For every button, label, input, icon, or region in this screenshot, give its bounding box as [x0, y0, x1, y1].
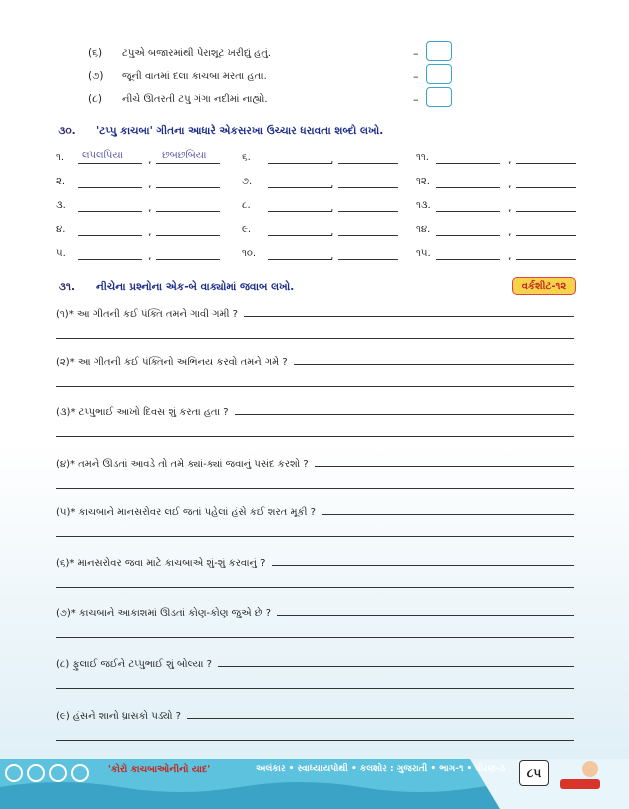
answer-blank[interactable] [436, 259, 500, 260]
answer-blank[interactable] [338, 187, 398, 188]
grid-number: ૮. [242, 200, 251, 211]
question-text: (૧)* આ ગીતની કઈ પંક્તિ તમને ગાવી ગમી ? [56, 309, 238, 320]
section-number: ૩૦. [44, 121, 90, 141]
answer-blank[interactable] [436, 235, 500, 236]
question-item [56, 502, 574, 537]
answer-blank[interactable] [156, 163, 220, 164]
tf-dash: – [413, 70, 419, 83]
answer-blank[interactable] [268, 235, 332, 236]
answer-line[interactable] [56, 488, 574, 489]
answer-blank[interactable] [156, 235, 220, 236]
question-item [56, 553, 574, 588]
grid-row [56, 150, 576, 168]
answer-blank[interactable] [436, 211, 500, 212]
grid-number: ૧૨. [416, 176, 430, 187]
tf-item [88, 67, 458, 85]
answer-line[interactable] [294, 364, 574, 365]
answer-line[interactable] [272, 565, 575, 566]
answer-blank[interactable] [338, 235, 398, 236]
comma: , [148, 225, 152, 238]
comma: , [508, 249, 512, 262]
comma: , [148, 153, 152, 166]
answer-blank[interactable] [78, 211, 142, 212]
comma: , [330, 225, 334, 238]
grid-row [56, 222, 576, 240]
question-text: (૪)* તમને ઊડતાં આવડે તો તમે ક્યાં-ક્યાં જવાનું પસંદ કરશો ? [56, 459, 309, 470]
tf-answer-box[interactable] [426, 41, 452, 61]
comma: , [330, 177, 334, 190]
answer-blank[interactable] [516, 235, 576, 236]
comma: , [330, 201, 334, 214]
answer-blank[interactable] [338, 259, 398, 260]
question-text: (૨)* આ ગીતની કઈ પંક્તિનો અભિનય કરવો તમને ગમે ? [56, 357, 288, 368]
answer-line[interactable] [322, 514, 574, 515]
grid-number: ૧. [56, 152, 65, 163]
answer-line[interactable] [56, 637, 574, 638]
footer-title: 'કોરો કાચબાઓનીનો યાદ' [108, 764, 211, 775]
answer-blank[interactable] [78, 163, 142, 164]
grid-number: ૭. [242, 176, 253, 187]
example-answer: છબછબિયા [162, 150, 207, 161]
answer-blank[interactable] [436, 163, 500, 164]
answer-blank[interactable] [268, 259, 332, 260]
answer-line[interactable] [235, 414, 574, 415]
comma: , [148, 249, 152, 262]
answer-line[interactable] [56, 536, 574, 537]
comma: , [330, 153, 334, 166]
grid-number: ૩. [56, 200, 66, 211]
answer-blank[interactable] [78, 235, 142, 236]
tf-item-text: ટપુએ બજારમાંથી પેરાશૂટ ખરીદ્યું હતું. [122, 47, 272, 59]
answer-line[interactable] [218, 666, 574, 667]
tf-item [88, 44, 458, 62]
comma: , [508, 201, 512, 214]
tf-item-number: (૭) [88, 69, 104, 82]
section-31-header [44, 276, 294, 298]
answer-line[interactable] [56, 436, 574, 437]
question-item [56, 706, 574, 741]
grid-row [56, 246, 576, 264]
answer-blank[interactable] [156, 211, 220, 212]
comma: , [508, 177, 512, 190]
question-item [56, 654, 574, 689]
question-item [56, 352, 574, 387]
tf-item-text: નીચે ઊતરતી ટપુ ગંગા નદીમાં નાહ્યો. [122, 93, 268, 105]
answer-line[interactable] [56, 587, 574, 588]
answer-line[interactable] [244, 316, 574, 317]
answer-line[interactable] [277, 615, 574, 616]
answer-blank[interactable] [516, 187, 576, 188]
answer-blank[interactable] [156, 187, 220, 188]
grid-number: ૧૧. [416, 152, 429, 163]
answer-line[interactable] [315, 466, 574, 467]
grid-number: ૨. [56, 176, 66, 187]
tf-item [88, 90, 458, 108]
comma: , [330, 249, 334, 262]
answer-blank[interactable] [436, 187, 500, 188]
question-item [56, 402, 574, 437]
grid-number: ૬. [242, 152, 251, 163]
footer-book-info: અલંકાર • સ્વાધ્યાયપોથી • કલશોર : ગુજરાતી • ભાગ-૧ • ધોરણ-૩ [256, 764, 506, 774]
example-answer: લપલપિયા [82, 150, 123, 161]
question-text: (૮) ફુલાઈ જઈને ટપ્પુભાઈ શું બોલ્યા ? [56, 659, 212, 670]
page-number: ૮૫ [519, 760, 549, 786]
question-text: (૬)* માનસરોવર જવા માટે કાચબાએ શું-શું કરવાનું ? [56, 558, 266, 569]
tf-item-number: (૬) [88, 46, 103, 59]
section-number: ૩૧. [44, 277, 90, 297]
comma: , [148, 177, 152, 190]
grid-number: ૧૩. [416, 200, 431, 211]
tf-answer-box[interactable] [426, 64, 452, 84]
question-text: (૫)* કાચબાને માનસરોવર લઈ જતાં પહેલાં હંસે કઈ શરત મૂકી ? [56, 507, 316, 518]
grid-number: ૧૪. [416, 224, 431, 235]
tf-dash: – [413, 93, 419, 106]
section-title: 'ટપ્પુ કાચબા' ગીતના આધારે એકસરખા ઉચ્ચાર ધરાવતા શબ્દો લખો. [96, 124, 384, 137]
answer-line[interactable] [56, 740, 574, 741]
answer-blank[interactable] [268, 187, 332, 188]
grid-number: ૪. [56, 224, 66, 235]
answer-line[interactable] [56, 338, 574, 339]
answer-blank[interactable] [338, 211, 398, 212]
answer-line[interactable] [187, 718, 574, 719]
comma: , [508, 153, 512, 166]
tf-item-number: (૮) [88, 92, 102, 105]
answer-blank[interactable] [156, 259, 220, 260]
section-30-header [44, 120, 383, 142]
comma: , [508, 225, 512, 238]
answer-blank[interactable] [78, 259, 142, 260]
grid-row [56, 174, 576, 192]
worksheet-badge: વર્કશીટ-૧૨ [512, 277, 576, 295]
question-item [56, 304, 574, 339]
answer-blank[interactable] [268, 211, 332, 212]
answer-line[interactable] [56, 386, 574, 387]
answer-blank[interactable] [516, 211, 576, 212]
answer-blank[interactable] [516, 259, 576, 260]
comma: , [148, 201, 152, 214]
answer-blank[interactable] [78, 187, 142, 188]
answer-blank[interactable] [338, 163, 398, 164]
section-title: નીચેના પ્રશ્નોના એક-બે વાક્યોમાં જવાબ લખો. [96, 280, 295, 293]
question-text: (૩)* ટપ્પુભાઈ આખો દિવસ શું કરતા હતા ? [56, 407, 229, 418]
question-item [56, 603, 574, 638]
question-item [56, 454, 574, 489]
grid-number: ૧૦. [242, 248, 257, 259]
answer-blank[interactable] [516, 163, 576, 164]
tf-item-text: જૂની વાતમાં દલા કાચબા મરતા હતા. [122, 70, 267, 82]
answer-line[interactable] [56, 688, 574, 689]
tf-answer-box[interactable] [426, 87, 452, 107]
grid-number: ૯. [242, 224, 252, 235]
grid-number: ૫. [56, 248, 66, 259]
tf-dash: – [413, 47, 419, 60]
grid-row [56, 198, 576, 216]
question-text: (૯) હંસને શાનો ધ્રાસકો પડ્યો ? [56, 711, 181, 722]
question-text: (૭)* કાચબાને આકાશમાં ઊડતાં કોણ-કોણ જુએ છે ? [56, 608, 272, 619]
answer-blank[interactable] [268, 163, 332, 164]
grid-number: ૧૫. [416, 248, 431, 259]
